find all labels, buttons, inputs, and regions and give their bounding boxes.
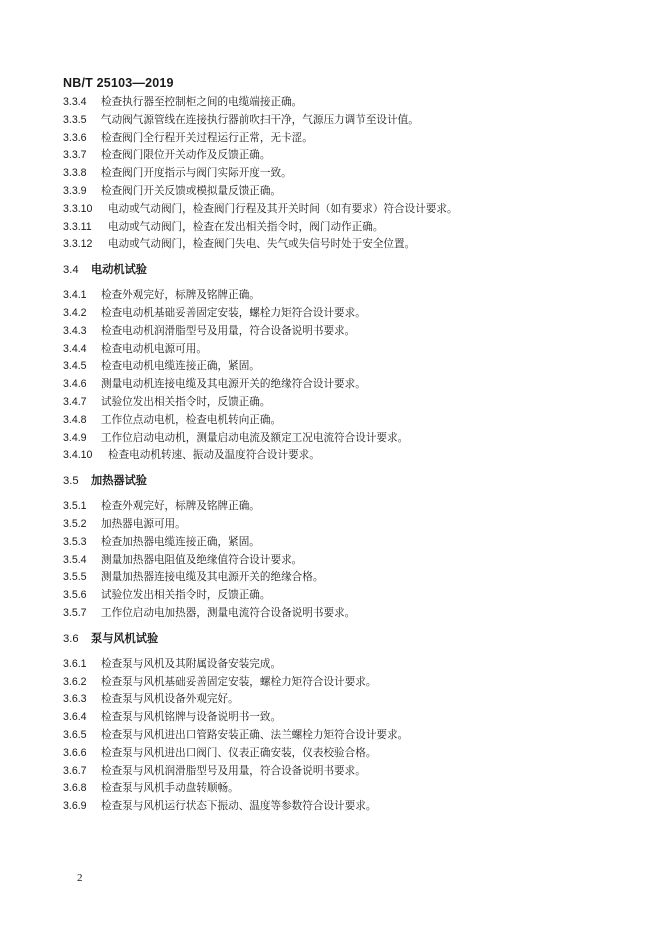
clause-number: 3.3.4	[63, 96, 87, 108]
section-heading-number: 3.6	[63, 632, 79, 645]
clause-number: 3.6.7	[63, 764, 87, 777]
clause-item	[63, 516, 623, 534]
clause-item	[63, 341, 623, 359]
clause-item	[63, 147, 623, 165]
clause-number: 3.4.7	[63, 395, 87, 408]
clause-number: 3.6.4	[63, 711, 87, 724]
clause-number: 3.3.8	[63, 167, 87, 180]
clause-text: 加热器电源可用。	[101, 517, 186, 530]
clause-number: 3.4.9	[63, 431, 87, 444]
clause-item	[63, 394, 623, 412]
clause-text: 测量加热器连接电缆及其电源开关的绝缘合格。	[101, 571, 324, 584]
clause-number: 3.3.11	[63, 220, 92, 233]
clause-number: 3.3.7	[63, 149, 87, 162]
clause-text: 测量加热器电阻值及绝缘值符合设计要求。	[101, 553, 303, 566]
clause-number: 3.5.2	[63, 517, 87, 530]
clause-number: 3.4.4	[63, 342, 87, 355]
clause-number: 3.4.5	[63, 360, 87, 373]
clause-number: 3.4.8	[63, 413, 87, 426]
clause-text: 电动或气动阀门，检查阀门行程及其开关时间（如有要求）符合设计要求。	[108, 202, 458, 215]
clause-text: 检查泵与风机铭牌与设备说明书一致。	[101, 711, 282, 724]
clause-item	[63, 552, 623, 570]
clause-text: 工作位启动电动机，测量启动电流及额定工况电流符合设计要求。	[101, 431, 409, 444]
clause-item	[63, 605, 623, 623]
clause-text: 检查加热器电缆连接正确，紧固。	[101, 535, 260, 548]
clause-text: 检查阀门全行程开关过程运行正常，无卡涩。	[101, 131, 313, 144]
clause-text: 试验位发出相关指令时，反馈正确。	[101, 589, 271, 602]
clause-number: 3.3.9	[63, 184, 87, 197]
clause-text: 检查电动机电源可用。	[101, 342, 207, 355]
clause-number: 3.3.12	[63, 238, 93, 251]
clause-text: 工作位启动电加热器，测量电流符合设备说明书要求。	[101, 606, 356, 619]
document-body	[63, 94, 623, 816]
clause-text: 检查电动机润滑脂型号及用量，符合设备说明书要求。	[101, 324, 356, 337]
clause-number: 3.4.1	[63, 289, 87, 302]
clause-item	[63, 498, 623, 516]
clause-item	[63, 569, 623, 587]
clause-number: 3.6.5	[63, 728, 87, 741]
clause-text: 电动或气动阀门，检查在发出相关指令时，阀门动作正确。	[108, 220, 384, 233]
clause-item	[63, 94, 623, 112]
section-3-4	[63, 261, 623, 465]
clause-number: 3.5.6	[63, 589, 87, 602]
section-3-6	[63, 630, 623, 816]
clause-number: 3.6.3	[63, 693, 87, 706]
section-3-5	[63, 472, 623, 623]
clause-item	[63, 236, 623, 254]
clause-text: 检查泵与风机进出口管路安装正确、法兰螺栓力矩符合设计要求。	[101, 728, 409, 741]
standard-code: NB/T 25103—2019	[63, 76, 174, 90]
section-heading-title: 泵与风机试验	[91, 631, 159, 645]
clause-item	[63, 130, 623, 148]
clause-item	[63, 780, 623, 798]
clause-item	[63, 745, 623, 763]
clause-text: 检查阀门开关反馈或模拟量反馈正确。	[101, 184, 282, 197]
clause-number: 3.6.2	[63, 675, 87, 688]
clause-item	[63, 763, 623, 781]
clause-item	[63, 447, 623, 465]
clause-number: 3.3.6	[63, 131, 87, 144]
clause-text: 检查泵与风机及其附属设备安装完成。	[101, 657, 282, 670]
clause-text: 检查泵与风机设备外观完好。	[101, 693, 239, 706]
clause-number: 3.5.7	[63, 606, 87, 619]
clause-number: 3.5.5	[63, 571, 87, 584]
clause-text: 检查泵与风机基础妥善固定安装，螺栓力矩符合设计要求。	[101, 675, 377, 688]
clause-item	[63, 691, 623, 709]
clause-number: 3.4.10	[63, 449, 93, 462]
page-number: 2	[77, 872, 83, 884]
clause-number: 3.3.5	[63, 113, 87, 126]
clause-number: 3.5.3	[63, 535, 87, 548]
clause-text: 检查泵与风机进出口阀门、仪表正确安装，仪表校验合格。	[101, 746, 377, 759]
clause-item	[63, 219, 623, 237]
clause-item	[63, 674, 623, 692]
clause-text: 气动阀气源管线在连接执行器前吹扫干净，气源压力调节至设计值。	[101, 113, 419, 126]
clause-number: 3.4.2	[63, 306, 87, 319]
clause-text: 工作位点动电机，检查电机转向正确。	[101, 413, 282, 426]
section-heading-title: 加热器试验	[91, 474, 147, 488]
clause-text: 试验位发出相关指令时，反馈正确。	[101, 395, 271, 408]
clause-number: 3.3.10	[63, 202, 93, 215]
clause-number: 3.5.4	[63, 553, 87, 566]
clause-number: 3.5.1	[63, 500, 87, 513]
clause-text: 检查执行器至控制柜之间的电缆端接正确。	[101, 96, 303, 108]
clause-number: 3.4.6	[63, 378, 87, 391]
clause-item	[63, 305, 623, 323]
clause-number: 3.6.1	[63, 657, 87, 670]
section-heading-title: 电动机试验	[91, 263, 147, 277]
clause-text: 检查电动机电缆连接正确，紧固。	[101, 360, 260, 373]
clause-text: 检查外观完好，标牌及铭牌正确。	[101, 500, 260, 513]
clause-item	[63, 587, 623, 605]
section-heading-number: 3.5	[63, 475, 79, 488]
section-heading	[63, 630, 623, 648]
clause-item	[63, 183, 623, 201]
clause-item	[63, 709, 623, 727]
clause-item	[63, 798, 623, 816]
clause-number: 3.6.9	[63, 800, 87, 813]
clause-text: 测量电动机连接电缆及其电源开关的绝缘符合设计要求。	[101, 378, 366, 391]
clause-item	[63, 727, 623, 745]
section-heading	[63, 261, 623, 279]
clause-item	[63, 656, 623, 674]
clause-item	[63, 165, 623, 183]
clause-item	[63, 358, 623, 376]
clause-text: 检查泵与风机润滑脂型号及用量，符合设备说明书要求。	[101, 764, 366, 777]
clause-text: 检查泵与风机手动盘转顺畅。	[101, 782, 239, 795]
section-heading-number: 3.4	[63, 264, 79, 277]
clause-item	[63, 201, 623, 219]
clause-item	[63, 412, 623, 430]
clause-text: 检查泵与风机运行状态下振动、温度等参数符合设计要求。	[101, 800, 377, 813]
clause-item	[63, 534, 623, 552]
clause-item	[63, 376, 623, 394]
clause-text: 电动或气动阀门，检查阀门失电、失气或失信号时处于安全位置。	[108, 238, 416, 251]
clause-item	[63, 112, 623, 130]
clause-number: 3.4.3	[63, 324, 87, 337]
clause-text: 检查外观完好，标牌及铭牌正确。	[101, 289, 260, 302]
clause-number: 3.6.6	[63, 746, 87, 759]
section-continued	[63, 94, 623, 254]
clause-text: 检查电动机转速、振动及温度符合设计要求。	[108, 449, 320, 462]
clause-text: 检查阀门限位开关动作及反馈正确。	[101, 149, 271, 162]
section-heading	[63, 472, 623, 490]
clause-item	[63, 430, 623, 448]
clause-text: 检查阀门开度指示与阀门实际开度一致。	[101, 167, 292, 180]
clause-number: 3.6.8	[63, 782, 87, 795]
clause-text: 检查电动机基础妥善固定安装，螺栓力矩符合设计要求。	[101, 306, 366, 319]
clause-item	[63, 287, 623, 305]
clause-item	[63, 323, 623, 341]
